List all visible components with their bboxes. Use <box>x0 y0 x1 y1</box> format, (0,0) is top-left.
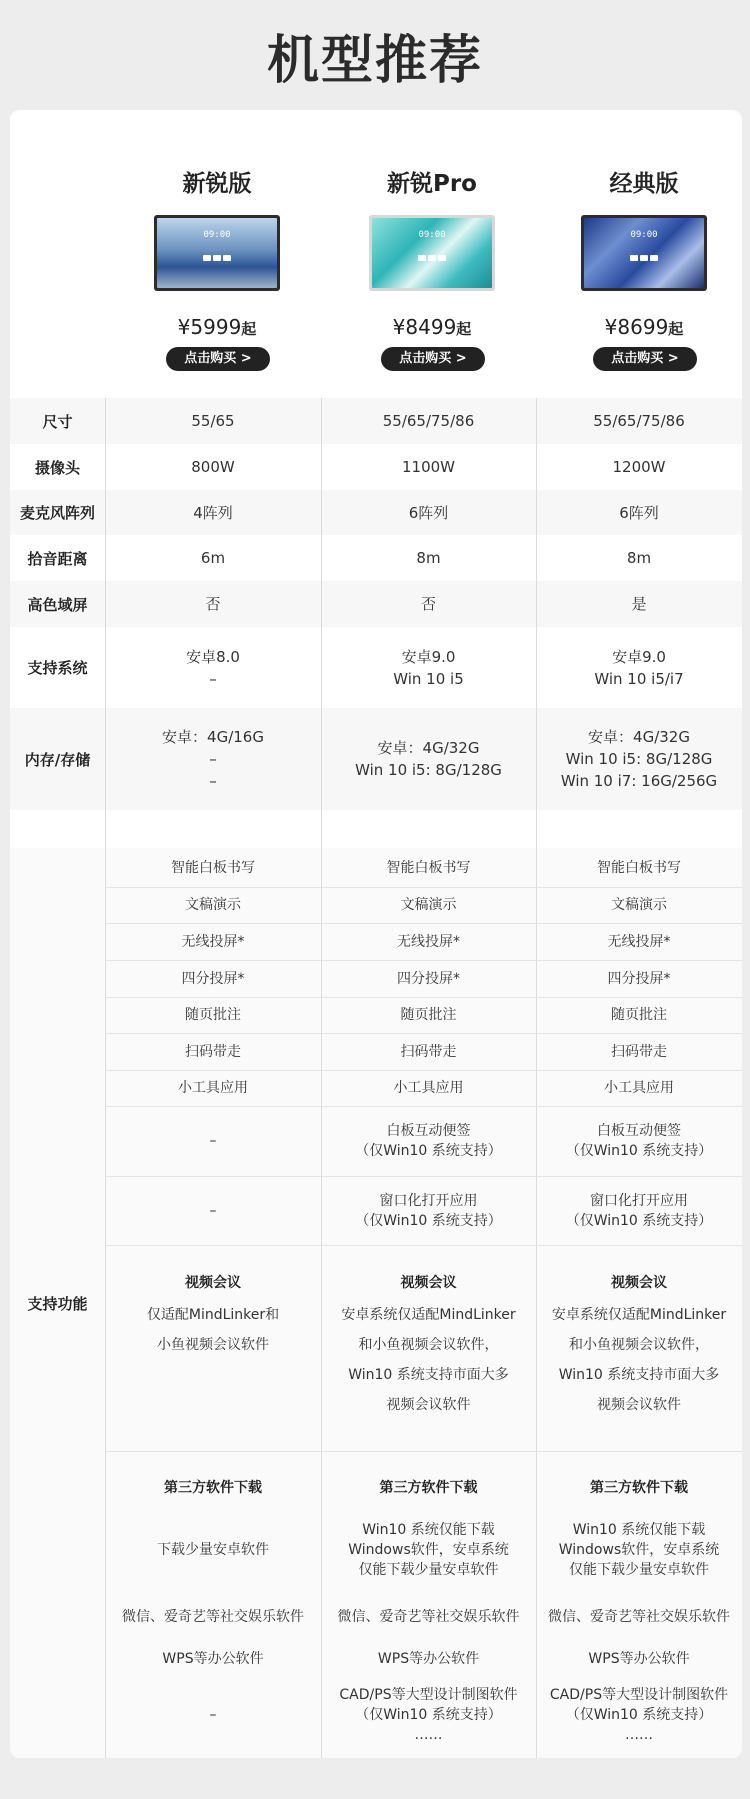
feature-value <box>321 1176 536 1245</box>
spec-value <box>321 627 536 708</box>
spec-value <box>105 490 321 535</box>
feature-value <box>536 923 742 960</box>
product-name: 经典版 <box>609 171 679 197</box>
thirdparty-heading: 第三方软件下载 <box>164 1480 262 1496</box>
video-heading: 视频会议 <box>611 1275 667 1291</box>
feature-value <box>321 1033 536 1070</box>
cell-line: 安卓9.0 <box>401 647 456 666</box>
cell-line: 无线投屏* <box>397 933 460 950</box>
thirdparty-a <box>321 1515 536 1585</box>
cell-line: 随页批注 <box>185 1007 241 1023</box>
video-heading: 视频会议 <box>400 1275 457 1291</box>
spec-value <box>321 708 536 810</box>
cell-line: 四分投屏* <box>181 970 245 987</box>
cell-line: …… <box>414 1727 443 1743</box>
spec-value <box>536 444 742 490</box>
cell-line: 无线投屏* <box>181 933 245 950</box>
cell-line: 6阵列 <box>619 503 659 522</box>
buy-button[interactable]: 点击购买 > <box>381 347 485 371</box>
tv-image <box>369 215 495 291</box>
thirdparty-d <box>536 1682 742 1748</box>
spec-label: 支持系统 <box>27 659 88 677</box>
spec-value <box>536 627 742 708</box>
tv-time: 09:00 <box>630 230 658 240</box>
thirdparty-b: 微信、爱奇艺等社交娱乐软件 <box>122 1609 304 1625</box>
tv-image <box>581 215 707 291</box>
cell-line: 和小鱼视频会议软件， <box>569 1337 709 1353</box>
thirdparty-d <box>105 1682 321 1748</box>
feature-value <box>105 960 321 997</box>
cell-line: Win 10 i7: 16G/256G <box>560 772 718 790</box>
feature-value <box>105 1070 321 1106</box>
cell-line: 是 <box>631 595 647 613</box>
cell-line: Windows软件，安卓系统 <box>348 1542 509 1558</box>
feature-value <box>105 923 321 960</box>
feature-value <box>105 887 321 923</box>
buy-button[interactable]: 点击购买 > <box>166 347 270 371</box>
spec-value <box>105 627 321 708</box>
cell-line: 四分投屏* <box>607 970 671 987</box>
feature-value <box>536 848 742 887</box>
cell-line: 安卓系统仅适配MindLinker <box>551 1307 727 1323</box>
spec-label: 拾音距离 <box>27 549 88 568</box>
cell-line: 1100W <box>401 458 455 476</box>
thirdparty-c: WPS等办公软件 <box>162 1651 264 1667</box>
cell-line: 安卓：4G/32G <box>377 739 480 757</box>
cell-line: 随页批注 <box>611 1007 667 1023</box>
thirdparty-d <box>321 1682 536 1748</box>
spec-value <box>105 444 321 490</box>
price-value: ¥8699 <box>604 315 669 339</box>
cell-line: Win10 系统仅能下载 <box>572 1522 706 1538</box>
buy-button[interactable]: 点击购买 > <box>593 347 697 371</box>
thirdparty-a <box>536 1515 742 1585</box>
cell-line: 小鱼视频会议软件 <box>157 1337 269 1353</box>
cell-line: 视频会议软件 <box>386 1397 471 1413</box>
cell-line: Win 10 i5: 8G/128G <box>565 750 713 768</box>
video-text <box>321 1300 536 1420</box>
feature-value <box>321 1106 536 1176</box>
tv-image <box>154 215 280 291</box>
feature-value <box>536 1033 742 1070</box>
cell-line: 无线投屏* <box>607 933 671 950</box>
cell-line: – <box>209 1133 217 1149</box>
cell-line: 安卓8.0 <box>186 647 240 666</box>
product-name: 新锐版 <box>182 171 252 197</box>
feature-value <box>105 1176 321 1245</box>
spec-value <box>321 490 536 535</box>
cell-line: 下载少量安卓软件 <box>157 1542 269 1558</box>
cell-line: – <box>209 1202 217 1219</box>
cell-line: （仅Win10 系统支持） <box>565 1212 713 1229</box>
spec-value <box>536 708 742 810</box>
cell-line: （仅Win10 系统支持） <box>565 1143 713 1159</box>
thirdparty-c: WPS等办公软件 <box>588 1651 690 1667</box>
cell-line: 智能白板书写 <box>171 859 255 876</box>
feature-value <box>536 997 742 1033</box>
feature-value <box>321 923 536 960</box>
cell-line: 窗口化打开应用 <box>590 1192 688 1209</box>
feature-value <box>321 960 536 997</box>
thirdparty-heading: 第三方软件下载 <box>590 1480 688 1496</box>
feature-value <box>536 1176 742 1245</box>
cell-line: – <box>209 750 217 768</box>
cell-line: （仅Win10 系统支持） <box>565 1707 713 1723</box>
feature-value <box>105 1106 321 1176</box>
feature-value <box>321 997 536 1033</box>
spec-label: 摄像头 <box>34 458 80 477</box>
cell-line: 安卓：4G/32G <box>588 728 690 746</box>
spec-value <box>536 581 742 627</box>
cell-line: （仅Win10 系统支持） <box>355 1707 502 1723</box>
spec-value <box>105 535 321 581</box>
cell-line: 55/65 <box>191 412 235 430</box>
cell-line: 窗口化打开应用 <box>379 1192 478 1209</box>
cell-line: Win10 系统支持市面大多 <box>348 1367 509 1383</box>
feature-value <box>536 960 742 997</box>
feature-value <box>321 1070 536 1106</box>
feature-value <box>536 887 742 923</box>
spec-value <box>536 398 742 444</box>
video-text <box>536 1300 742 1420</box>
cell-line: 安卓：4G/16G <box>162 728 264 746</box>
price-suffix: 起 <box>241 320 257 338</box>
spec-value <box>536 535 742 581</box>
spec-value <box>105 398 321 444</box>
product-price <box>327 315 537 339</box>
spec-label: 麦克风阵列 <box>19 504 95 522</box>
product-price <box>112 315 322 339</box>
cell-line: 智能白板书写 <box>386 859 471 876</box>
price-value: ¥5999 <box>177 315 242 339</box>
page-title: 机型推荐 <box>266 31 483 91</box>
cell-line: Win10 系统仅能下载 <box>362 1522 495 1538</box>
feature-value <box>321 848 536 887</box>
cell-line: 800W <box>191 458 235 476</box>
cell-line: Windows软件，安卓系统 <box>558 1542 720 1558</box>
cell-line: – <box>209 669 217 688</box>
cell-line: 1200W <box>612 458 666 476</box>
cell-line: 视频会议软件 <box>597 1397 681 1413</box>
cell-line: 文稿演示 <box>185 897 241 913</box>
cell-line: （仅Win10 系统支持） <box>355 1212 502 1229</box>
row-divider <box>105 1245 742 1246</box>
spec-value <box>105 581 321 627</box>
cell-line: 安卓9.0 <box>612 647 666 666</box>
cell-line: 文稿演示 <box>400 897 457 913</box>
price-value: ¥8499 <box>392 315 457 339</box>
cell-line: 8m <box>626 549 652 567</box>
cell-line: CAD/PS等大型设计制图软件 <box>549 1687 729 1703</box>
feature-value <box>536 1106 742 1176</box>
cell-line: – <box>209 1707 217 1723</box>
spec-value <box>321 535 536 581</box>
cell-line: 白板互动便签 <box>386 1123 471 1139</box>
price-suffix: 起 <box>668 320 684 338</box>
cell-line: 文稿演示 <box>611 897 667 913</box>
spec-value <box>536 490 742 535</box>
spec-value <box>321 398 536 444</box>
comparison-card <box>10 110 742 1758</box>
cell-line: 仅能下载少量安卓软件 <box>569 1562 709 1578</box>
cell-line: 安卓系统仅适配MindLinker <box>341 1307 516 1323</box>
thirdparty-b: 微信、爱奇艺等社交娱乐软件 <box>337 1609 520 1625</box>
spec-value <box>105 708 321 810</box>
thirdparty-a <box>105 1515 321 1585</box>
thirdparty-heading: 第三方软件下载 <box>379 1480 478 1496</box>
spec-label: 内存/存储 <box>24 750 91 769</box>
feature-value <box>321 887 536 923</box>
feature-value <box>105 848 321 887</box>
tv-time: 09:00 <box>203 230 231 240</box>
cell-line: Win 10 i5/i7 <box>594 669 684 688</box>
cell-line: 6m <box>200 549 226 567</box>
cell-line: 四分投屏* <box>397 970 460 987</box>
cell-line: 55/65/75/86 <box>593 412 685 430</box>
thirdparty-b: 微信、爱奇艺等社交娱乐软件 <box>548 1609 730 1625</box>
cell-line: （仅Win10 系统支持） <box>355 1143 502 1159</box>
product-price <box>539 315 742 339</box>
spec-label: 高色域屏 <box>27 595 88 614</box>
cell-line: 智能白板书写 <box>597 859 681 876</box>
tv-time: 09:00 <box>418 230 446 240</box>
video-text <box>105 1300 321 1420</box>
cell-line: Win 10 i5: 8G/128G <box>355 761 502 779</box>
cell-line: 扫码带走 <box>611 1043 667 1060</box>
price-suffix: 起 <box>456 320 472 338</box>
cell-line: 白板互动便签 <box>597 1123 681 1139</box>
row-divider <box>105 1451 742 1452</box>
cell-line: 否 <box>205 595 221 613</box>
cell-line: Win 10 i5 <box>393 669 464 688</box>
cell-line: 4阵列 <box>193 503 233 522</box>
video-heading: 视频会议 <box>185 1275 241 1291</box>
cell-line: 否 <box>420 595 436 613</box>
cell-line: 6阵列 <box>408 503 449 522</box>
product-name: 新锐Pro <box>386 171 477 197</box>
spec-value <box>321 581 536 627</box>
cell-line: 8m <box>416 549 441 567</box>
cell-line: 随页批注 <box>400 1007 457 1023</box>
cell-line: 扫码带走 <box>185 1043 241 1060</box>
feature-label: 支持功能 <box>27 1294 88 1313</box>
cell-line: CAD/PS等大型设计制图软件 <box>339 1687 518 1703</box>
cell-line: 小工具应用 <box>178 1080 248 1096</box>
cell-line: …… <box>625 1727 653 1743</box>
cell-line: 扫码带走 <box>400 1043 457 1060</box>
feature-value <box>105 997 321 1033</box>
cell-line: 仅适配MindLinker和 <box>146 1307 280 1323</box>
cell-line: Win10 系统支持市面大多 <box>558 1367 720 1383</box>
cell-line: 和小鱼视频会议软件， <box>358 1337 499 1353</box>
spec-label: 尺寸 <box>42 412 73 431</box>
spec-value <box>321 444 536 490</box>
thirdparty-c: WPS等办公软件 <box>377 1651 480 1667</box>
feature-value <box>536 1070 742 1106</box>
feature-value <box>105 1033 321 1070</box>
cell-line: – <box>209 772 217 790</box>
cell-line: 小工具应用 <box>604 1080 674 1096</box>
cell-line: 仅能下载少量安卓软件 <box>358 1562 499 1578</box>
cell-line: 55/65/75/86 <box>382 412 475 430</box>
cell-line: 小工具应用 <box>393 1080 464 1096</box>
